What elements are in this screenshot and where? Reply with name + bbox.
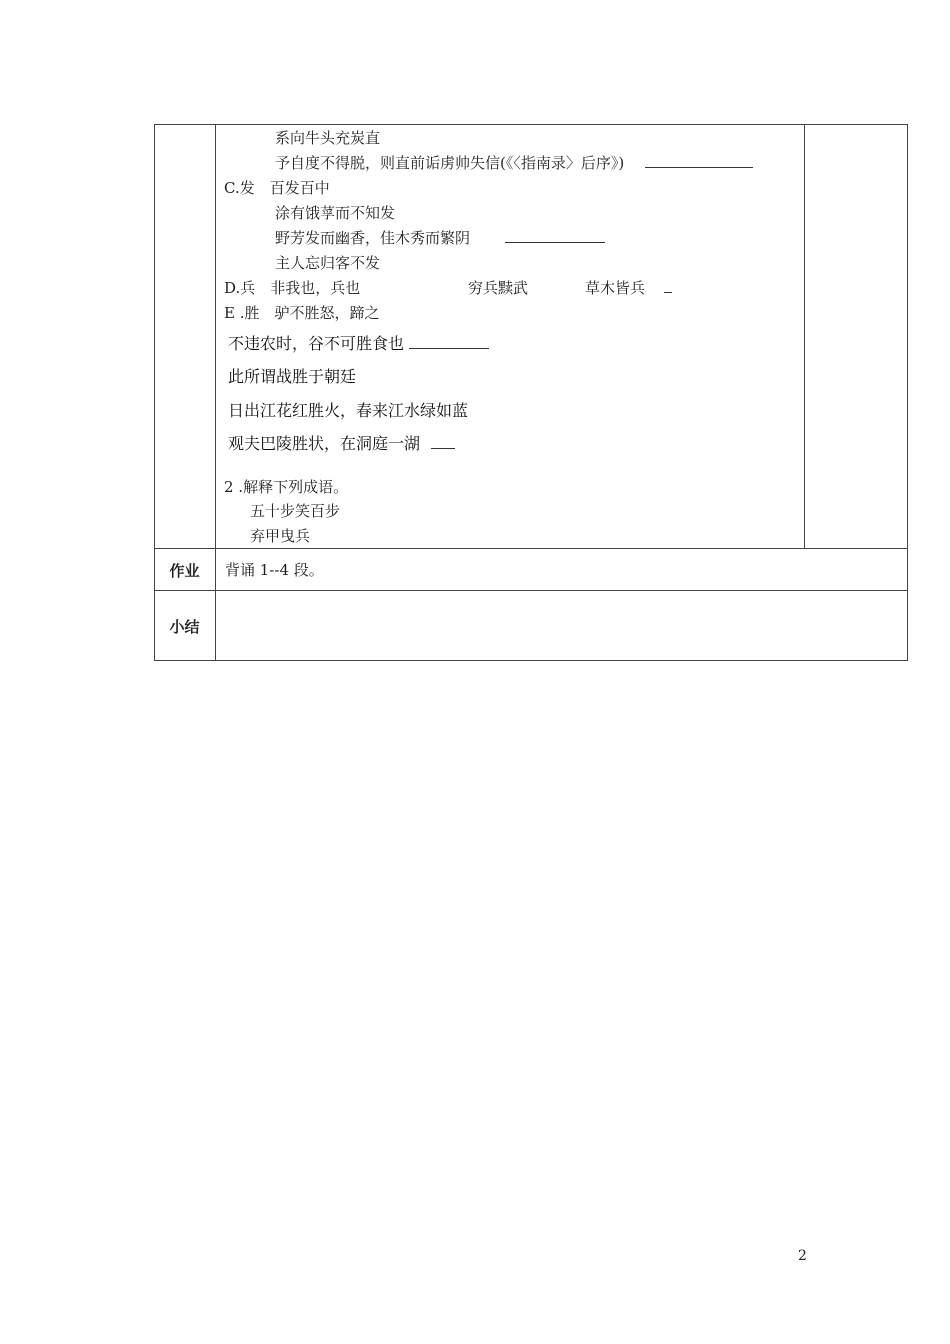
content-line-7b: 穷兵黩武	[468, 279, 529, 297]
content-line-3: C.发 百发百中	[224, 179, 330, 197]
content-line-7c-text: 草木皆兵	[585, 279, 646, 297]
content-line-9-text: 不违农时，谷不可胜食也	[228, 334, 405, 353]
content-line-9	[228, 334, 489, 354]
content-line-7: D.兵 非我也，兵也	[224, 279, 361, 297]
column-divider-right	[804, 124, 805, 548]
content-line-10: 此所谓战胜于朝廷	[228, 367, 357, 386]
content-line-4: 涂有饿莩而不知发	[275, 204, 396, 222]
content-line-1: 系向牛头充炭直	[275, 129, 381, 147]
homework-label: 作业	[169, 562, 200, 580]
answer-blank	[505, 228, 605, 243]
page-number: 2	[798, 1248, 807, 1264]
lesson-table	[154, 124, 908, 661]
content-line-11: 日出江花红胜火，春来江水绿如蓝	[228, 401, 469, 420]
content-line-14: 五十步笑百步	[250, 502, 341, 520]
content-line-2-text: 予自度不得脱，则直前诟虏帅失信(《〈指南录〉后序》)	[275, 154, 625, 172]
answer-blank	[664, 278, 672, 293]
content-line-6: 主人忘归客不发	[275, 254, 381, 272]
column-divider-left	[215, 124, 216, 661]
content-line-13: 2 .解释下列成语。	[224, 478, 349, 496]
answer-blank	[645, 153, 753, 168]
row-divider-1	[154, 548, 908, 549]
content-line-12-text: 观夫巴陵胜状，在洞庭一湖	[228, 434, 421, 453]
content-line-5-text: 野芳发而幽香，佳木秀而繁阴	[275, 229, 471, 247]
content-line-5	[275, 228, 605, 248]
answer-blank	[409, 334, 489, 349]
answer-blank	[431, 434, 455, 449]
homework-text: 背诵 1--4 段。	[225, 561, 324, 579]
content-line-12	[228, 434, 455, 454]
content-line-8: E .胜 驴不胜怒，蹄之	[224, 304, 380, 322]
content-line-2	[275, 153, 753, 173]
summary-label: 小结	[169, 618, 200, 636]
content-line-15: 弃甲曳兵	[250, 527, 311, 545]
content-line-7c	[585, 278, 672, 298]
row-divider-2	[154, 590, 908, 591]
